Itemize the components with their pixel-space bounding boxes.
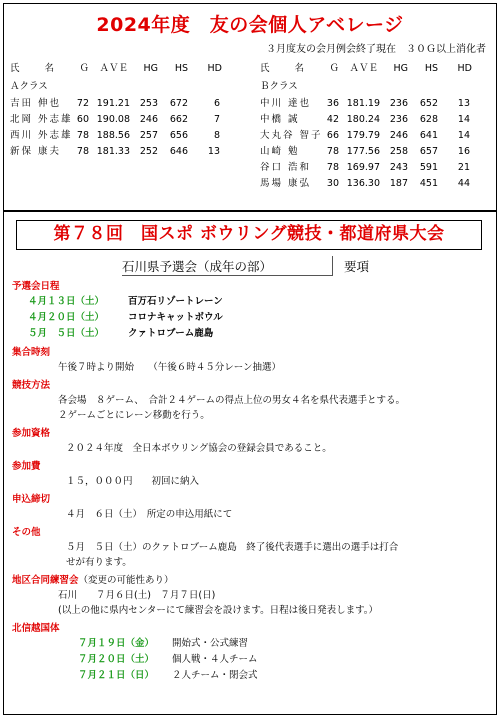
handicap: 14 (457, 130, 470, 141)
high-series: 646 (169, 146, 188, 157)
table-row (10, 128, 242, 144)
games: 66 (326, 130, 339, 141)
practice-line-1: 石川 ７月６日(土) ７月７日(日) (58, 590, 216, 601)
average: 188.56 (96, 130, 130, 141)
table-row (10, 144, 242, 160)
table-row (260, 128, 492, 144)
flyer (3, 3, 497, 715)
table-header (10, 60, 242, 78)
class-a-column (10, 60, 242, 160)
method-line-1: 各会場 ８ゲーム、 合計２４ゲームの得点上位の男女４名を県代表選手とする。 (58, 395, 406, 406)
high-series: 672 (169, 98, 188, 109)
header-hg: HG (393, 63, 408, 74)
table-row (260, 160, 492, 176)
handicap: 21 (457, 162, 470, 173)
average: 136.30 (346, 178, 380, 189)
table-row (260, 96, 492, 112)
high-series: 451 (419, 178, 438, 189)
averages-subtitle: ３月度友の会月例会終了現在 ３０Ｇ以上消化者 (266, 44, 486, 55)
high-series: 662 (169, 114, 188, 125)
games: 78 (326, 146, 339, 157)
other-heading: その他 (12, 527, 41, 538)
schedule-date: ４月１３日（土） (28, 296, 105, 307)
header-hd: HD (457, 63, 472, 74)
subtitle-guidelines: 要項 (344, 259, 370, 274)
deadline-heading: 申込締切 (12, 494, 51, 505)
table-row (260, 144, 492, 160)
high-game: 243 (389, 162, 408, 173)
practice-heading (12, 574, 488, 588)
games: 30 (326, 178, 339, 189)
handicap: 16 (457, 146, 470, 157)
method-line-2: ２ゲームごとにレーン移動を行う。 (58, 410, 210, 421)
handicap: 14 (457, 114, 470, 125)
header-hg: HG (143, 63, 158, 74)
schedule-date: ４月２０日（土） (28, 312, 105, 323)
player-name: 谷口 浩和 (260, 162, 312, 173)
final-item (12, 652, 488, 668)
practice-note: （変更の可能性あり） (78, 575, 174, 586)
schedule-item (12, 310, 488, 326)
high-series: 652 (419, 98, 438, 109)
player-name: 中川 達也 (260, 98, 312, 109)
table-row (10, 112, 242, 128)
handicap: 13 (457, 98, 470, 109)
player-name: 新保 康夫 (10, 146, 62, 157)
header-hs: HS (174, 63, 188, 74)
handicap: 13 (207, 146, 220, 157)
header-hs: HS (424, 63, 438, 74)
high-game: 258 (389, 146, 408, 157)
header-ave: ＡＶＥ (349, 63, 378, 74)
assembly-heading: 集合時刻 (12, 347, 51, 358)
high-game: 246 (139, 114, 158, 125)
averages-title: 2024年度 友の会個人アベレージ (96, 14, 404, 36)
class-b-label: Ｂクラス (260, 81, 298, 92)
header-name: 氏 名 (260, 63, 307, 74)
class-b-column (260, 60, 492, 192)
class-a-label: Ａクラス (10, 81, 48, 92)
games: 60 (76, 114, 89, 125)
schedule-item (12, 326, 488, 342)
high-game: 253 (139, 98, 158, 109)
high-game: 252 (139, 146, 158, 157)
table-row (10, 96, 242, 112)
averages-section (4, 4, 496, 212)
player-name: 馬場 康弘 (260, 178, 312, 189)
high-game: 257 (139, 130, 158, 141)
final-heading: 北信越国体 (12, 623, 60, 634)
practice-label: 地区合同練習会 (12, 575, 79, 586)
tournament-section (4, 220, 496, 684)
eligibility-heading: 参加資格 (12, 428, 51, 439)
final-item (12, 668, 488, 684)
high-series: 641 (419, 130, 438, 141)
final-date: ７月２１日（日） (78, 670, 155, 681)
header-hd: HD (207, 63, 222, 74)
header-name: 氏 名 (10, 63, 57, 74)
player-name: 吉田 伸也 (10, 98, 62, 109)
high-game: 236 (389, 114, 408, 125)
player-name: 中橋 誠 (260, 114, 300, 125)
average: 179.79 (346, 130, 380, 141)
player-name: 大丸谷 智子 (260, 130, 323, 141)
player-name: 北岡 外志雄 (10, 114, 73, 125)
games: 72 (76, 98, 89, 109)
table-header (260, 60, 492, 78)
assembly-text: 午後７時より開始 （午後６時４５分レーン抽選） (58, 362, 282, 373)
schedule-venue: 百万石リゾートレーン (128, 296, 223, 307)
table-row (260, 112, 492, 128)
high-game: 236 (389, 98, 408, 109)
games: 78 (76, 146, 89, 157)
high-game: 187 (389, 178, 408, 189)
high-series: 657 (419, 146, 438, 157)
schedule-date: ５月 ５日（土） (28, 328, 105, 339)
average: 177.56 (346, 146, 380, 157)
high-series: 591 (419, 162, 438, 173)
average: 180.24 (346, 114, 380, 125)
handicap: 8 (213, 130, 220, 141)
final-date: ７月１９日（金） (78, 638, 155, 649)
handicap: 7 (213, 114, 220, 125)
high-game: 246 (389, 130, 408, 141)
high-series: 656 (169, 130, 188, 141)
schedule-item (12, 294, 488, 310)
final-event: ２人チーム・閉会式 (172, 670, 258, 681)
handicap: 44 (457, 178, 470, 189)
games: 42 (326, 114, 339, 125)
final-item (12, 636, 488, 652)
games: 36 (326, 98, 339, 109)
method-heading: 競技方法 (12, 380, 51, 391)
tournament-subtitle (12, 254, 488, 276)
player-name: 西川 外志雄 (10, 130, 73, 141)
subtitle-divider (332, 256, 333, 276)
schedule-venue: クァトロブーム鹿島 (128, 328, 214, 339)
fee-text: １５，０００円 初回に納入 (66, 476, 200, 487)
practice-line-2: (以上の他に県内センターにて練習会を設けます。日程は後日発表します。） (58, 605, 379, 616)
average: 181.33 (96, 146, 130, 157)
average: 169.97 (346, 162, 380, 173)
eligibility-text: ２０２４年度 全日本ボウリング協会の登録会員であること。 (66, 443, 332, 454)
player-name: 山崎 勉 (260, 146, 300, 157)
final-event: 開始式・公式練習 (172, 638, 249, 649)
final-event: 個人戦・４人チーム (172, 654, 258, 665)
tournament-banner: 第７８回 国スポ ボウリング競技・都道府県大会 (16, 220, 482, 250)
fee-heading: 参加費 (12, 461, 41, 472)
subtitle-underline (122, 275, 332, 276)
games: 78 (76, 130, 89, 141)
average: 190.08 (96, 114, 130, 125)
deadline-text: ４月 ６日（土） 所定の申込用紙にて (66, 509, 233, 520)
table-row (260, 176, 492, 192)
header-g: Ｇ (329, 63, 339, 74)
subtitle-event: 石川県予選会（成年の部） (122, 259, 273, 274)
average: 181.19 (346, 98, 380, 109)
header-g: Ｇ (79, 63, 89, 74)
high-series: 628 (419, 114, 438, 125)
other-line-2: せが有ります。 (66, 557, 132, 568)
schedule-venue: コロナキャットボウル (128, 312, 223, 323)
games: 78 (326, 162, 339, 173)
other-line-1: ５月 ５日（土）のクァトロブーム鹿島 終了後代表選手に選出の選手は打合 (66, 542, 399, 553)
header-ave: ＡＶＥ (99, 63, 128, 74)
average: 191.21 (96, 98, 130, 109)
schedule-heading: 予選会日程 (12, 281, 60, 292)
handicap: 6 (213, 98, 220, 109)
final-date: ７月２０日（土） (78, 654, 155, 665)
